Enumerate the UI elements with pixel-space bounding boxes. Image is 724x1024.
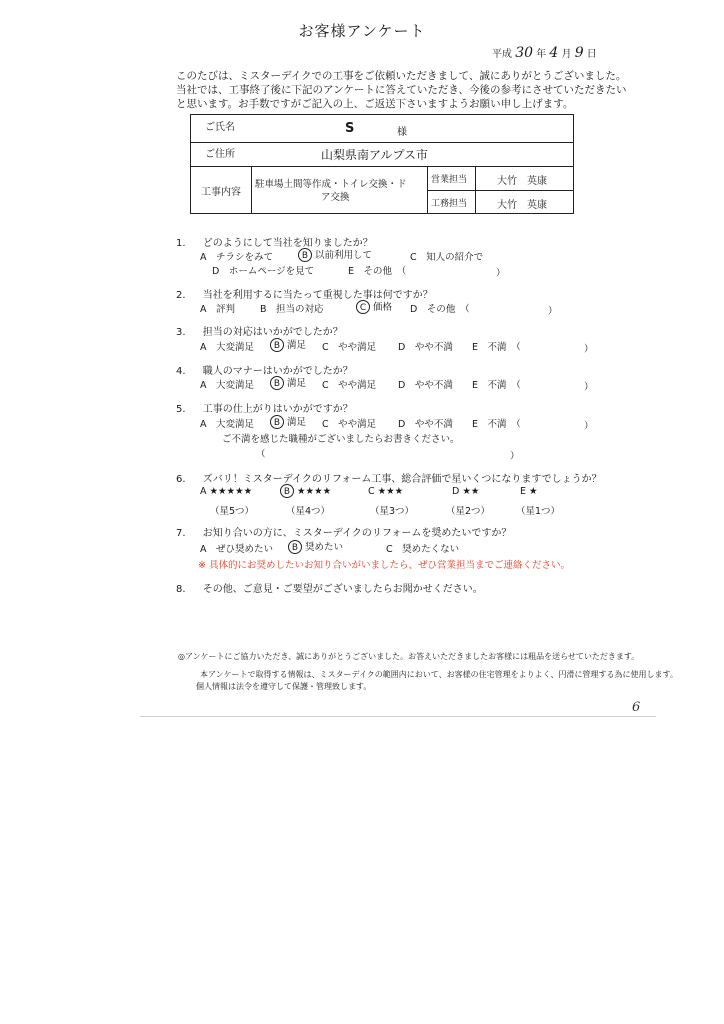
date-month-unit: 月 [561,49,572,60]
q6-option-e-sub: （星1つ） [516,506,561,517]
customer-info-table [190,114,574,214]
selected-answer-circle: B [270,415,284,429]
q4-option-c: C やや満足 [322,380,377,391]
q7-red-note: ※ 具体的にお奨めしたいお知り合いがいましたら、ぜひ営業担当までご連絡ください。 [198,560,570,571]
address-value: 山梨県南アルプス市 [321,148,429,162]
question-text: 職人のマナーはいかがでしたか？ [202,366,353,377]
selected-answer-circle: B [298,248,312,262]
q5-option-b [270,414,306,429]
table-rule [191,142,573,143]
q3-option-e-close: ） [584,344,594,355]
question-2 [176,286,433,301]
question-text: 工事の仕上がりはいかがですか？ [202,404,353,415]
q2-option-d-close: ） [548,306,558,317]
q6-option-e: E ★ [520,486,538,497]
question-7 [176,524,511,539]
q5-subquestion-close: ） [510,451,520,462]
q1-option-c: C 知人の紹介で [410,252,484,263]
q1-option-e-close: ） [496,268,506,279]
question-3 [176,323,343,338]
question-number: 6. [176,474,186,485]
q7-option-c: C 奨めたくない [386,544,460,555]
q5-option-e-close: ） [584,421,594,432]
q5-option-c: C やや満足 [322,419,377,430]
date-year: 30 [515,45,534,61]
page-title: お客様アンケート [298,22,426,40]
intro-line-1: このたびは、ミスターデイクでの工事をご依頼いただきまして、誠にありがとうございました。 [176,70,627,82]
selected-answer-circle: C [356,300,370,314]
q4-option-e-close: ） [584,382,594,393]
table-rule [427,166,428,213]
q6-option-b-sub: （星4つ） [286,506,331,517]
q4-option-a: A 大変満足 [200,380,254,391]
question-4 [176,362,353,377]
date-day-unit: 日 [586,49,597,60]
question-text: その他、ご意見・ご要望がございましたらお聞かせください。 [202,584,483,595]
q2-option-b: B 担当の対応 [260,304,324,315]
selected-answer-circle: B [270,376,284,390]
sales-label: 営業担当 [431,175,468,185]
q1-option-d: D ホームページを見て [212,266,315,277]
q6-option-b-label: ★★★★ [297,486,332,497]
question-number: 8. [176,584,186,595]
question-number: 3. [176,327,186,338]
date-month: 4 [549,45,559,61]
intro-line-2: 当社では、工事終了後に下記のアンケートに答えていただき、今後の参考にさせていただきたい [176,84,627,96]
work-value-line-2: ア交換 [321,192,350,203]
date-day: 9 [574,45,584,61]
question-6 [176,470,602,485]
question-text: 当社を利用するに当たって重視した事は何ですか？ [202,290,433,301]
footer-privacy-line-1: 本アンケートで取得する情報は、ミスターデイクの範囲内において、お客様の住宅管理をよりよく、円滑に管理する為に使用します。 [200,670,678,679]
q3-option-b [270,337,306,352]
question-5 [176,400,353,415]
selected-answer-circle: B [280,484,294,498]
q6-option-b [280,484,331,498]
q3-option-d: D やや不満 [398,342,453,353]
question-text: 担当の対応はいかがでしたか？ [202,327,343,338]
table-rule [475,166,476,213]
construction-value: 大竹 英康 [497,200,547,211]
intro-line-3: と思います。お手数ですがご記入の上、ご返送下さいますようお願い申し上げます。 [176,98,574,110]
q3-option-b-label: 満足 [287,340,307,351]
question-text: どのようにして当社を知りましたか？ [202,238,373,249]
q5-option-d: D やや不満 [398,419,453,430]
q3-option-a: A 大変満足 [200,342,254,353]
question-text: ズバリ！ミスターデイクのリフォーム工事、総合評価で星いくつになりますでしょうか？ [202,474,602,485]
question-number: 4. [176,366,186,377]
q2-option-c-label: 価格 [373,302,393,313]
question-number: 7. [176,528,186,539]
q5-subquestion: ご不満を感じた職種がございましたらお書きください。 [222,434,460,445]
name-label: ご氏名 [205,122,235,133]
q4-option-e: E 不満 （ [472,380,521,391]
q3-option-c: C やや満足 [322,342,377,353]
q1-option-b [298,247,372,262]
q7-option-b [288,539,343,554]
work-label: 工事内容 [201,187,241,198]
q7-option-b-label: 奨めたい [305,542,344,553]
name-suffix: 様 [397,127,407,138]
q5-subquestion-open: （ [256,449,266,460]
sales-value: 大竹 英康 [497,176,547,187]
q1-option-e: E その他 （ [348,266,407,277]
table-rule [191,166,573,167]
q3-option-e: E 不満 （ [472,342,521,353]
address-label: ご住所 [205,149,235,160]
q4-option-b [270,375,306,390]
construction-label: 工務担当 [431,199,468,209]
q7-option-a: A ぜひ奨めたい [200,544,273,555]
date-era: 平成 [492,49,512,60]
question-number: 2. [176,290,186,301]
question-8 [176,580,483,595]
q5-option-e: E 不満 （ [472,419,521,430]
date-year-unit: 年 [536,49,547,60]
q5-option-a: A 大変満足 [200,419,254,430]
question-number: 5. [176,404,186,415]
q6-option-a-sub: （星5つ） [210,506,255,517]
page-number: 6 [632,700,641,715]
footer-privacy-line-2: 個人情報は法令を遵守して保護・管理致します。 [196,682,372,691]
selected-answer-circle: B [270,338,284,352]
q2-option-c [356,299,392,314]
table-rule [427,190,573,191]
q6-option-d: D ★★ [452,486,480,497]
q6-option-a: A ★★★★★ [200,486,253,497]
survey-date [492,45,597,61]
q6-option-c: C ★★★ [368,486,404,497]
footer-thanks: ◎アンケートにご協力いただき、誠にありがとうございました。お答えいただきましたお客様には粗品を送らせていただきます。 [178,652,640,661]
q5-option-b-label: 満足 [287,417,307,428]
table-rule [251,166,252,213]
scan-page-edge [140,716,656,717]
question-number: 1. [176,238,186,249]
q1-option-b-label: 以前利用して [315,250,373,261]
q4-option-d: D やや不満 [398,380,453,391]
name-value: S [345,121,355,136]
q2-option-a: A 評判 [200,304,235,315]
q1-option-a: A チラシをみて [200,252,273,263]
selected-answer-circle: B [288,540,302,554]
q6-option-d-sub: （星2つ） [446,506,491,517]
question-text: お知り合いの方に、ミスターデイクのリフォームを奨めたいですか？ [202,528,512,539]
q2-option-d: D その他 （ [410,304,470,315]
q6-option-c-sub: （星3つ） [370,506,415,517]
q4-option-b-label: 満足 [287,378,307,389]
work-value-line-1: 駐車場土間等作成・トイレ交換・ド [255,179,407,190]
